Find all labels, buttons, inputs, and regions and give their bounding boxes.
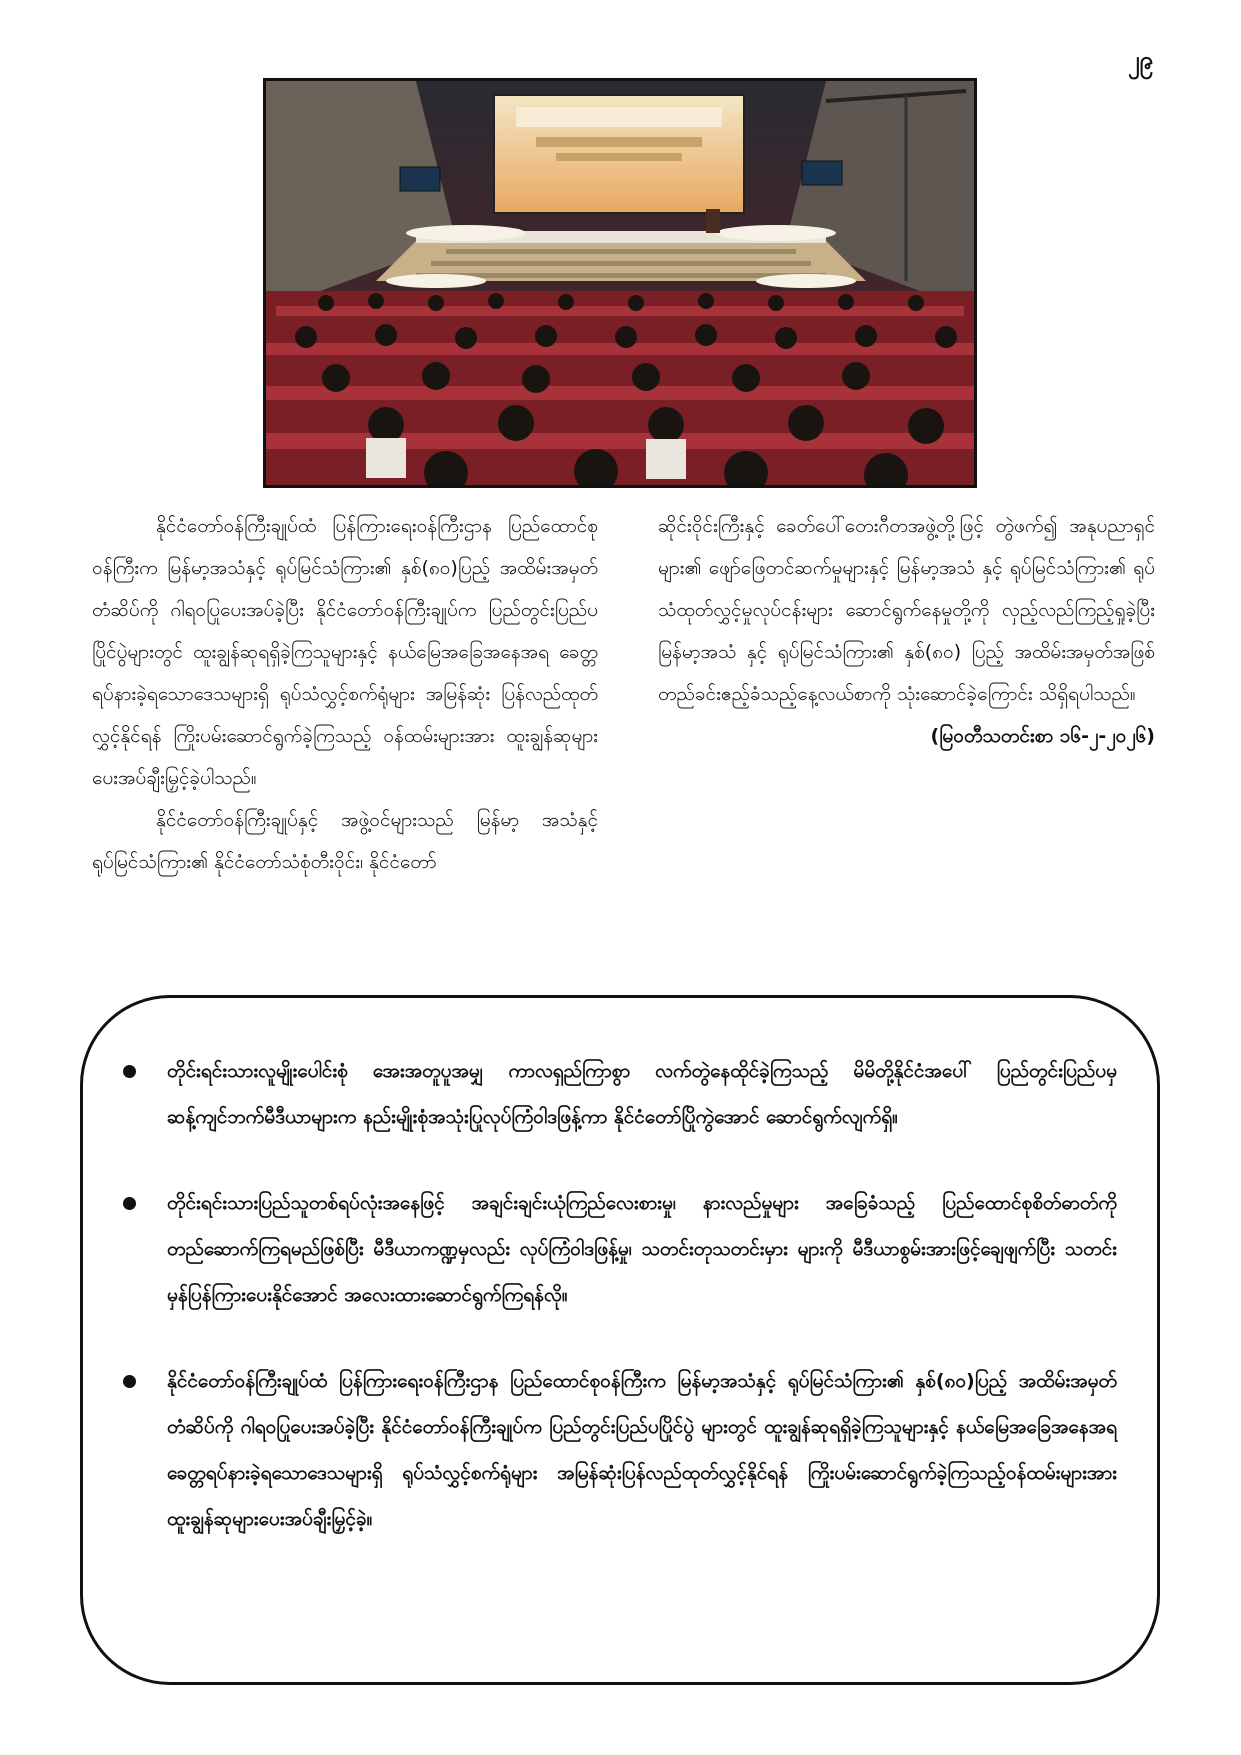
- bullet-dot-icon: [123, 1375, 136, 1388]
- bullet-text: နိုင်ငံတော်ဝန်ကြီးချုပ်ထံ ပြန်ကြားရေးဝန်ကြီးဌာန ပြည်ထောင်စုဝန်ကြီးက မြန်မာ့အသံနှင့် ရုပ်မြင်သံကြား၏ နှစ်(၈၀)ပြည့် အထိမ်းအမှတ်တံဆိပ်ကို ဂါရဝပြုပေးအပ်ခဲ့ပြီး နိုင်ငံတော်ဝန်ကြီးချုပ်က ပြည်တွင်းပြည်ပပြိုင်ပွဲ များတွင် ထူးချွန်ဆုရရှိခဲ့ကြသူများနှင့် နယ်မြေအခြေအနေအရ ခေတ္တရပ်နားခဲ့ရသောဒေသများရှိ ရုပ်သံလွှင့်စက်ရုံများ အမြန်ဆုံးပြန်လည်ထုတ်လွှင့်နိုင်ရန် ကြိုးပမ်းဆောင်ရွက်ခဲ့ကြသည့်ဝန်ထမ်းများအား ထူးချွန်ဆုများပေးအပ်ချီးမြှင့်ခဲ့။: [167, 1370, 1117, 1530]
- article-paragraph: နိုင်ငံတော်ဝန်ကြီးချုပ်ထံ ပြန်ကြားရေးဝန်ကြီးဌာန ပြည်ထောင်စုဝန်ကြီးက မြန်မာ့အသံနှင့် ရုပ်မြင်သံကြား၏ နှစ်(၈၀)ပြည့် အထိမ်းအမှတ်တံဆိပ်ကို ဂါရဝပြုပေးအပ်ခဲ့ပြီး နိုင်ငံတော်ဝန်ကြီးချုပ်က ပြည်တွင်းပြည်ပပြိုင်ပွဲများတွင် ထူးချွန်ဆုရရှိခဲ့ကြသူများနှင့် နယ်မြေအခြေအနေအရ ခေတ္တရပ်နားခဲ့ရသောဒေသများရှိ ရုပ်သံလွှင့်စက်ရုံများ အမြန်ဆုံး ပြန်လည်ထုတ်လွှင့်နိုင်ရန် ကြိုးပမ်းဆောင်ရွက်ခဲ့ကြသည့် ဝန်ထမ်းများအား ထူးချွန်ဆုများပေးအပ်ချီးမြှင့်ခဲ့ပါသည်။: [92, 515, 598, 789]
- article-right-column: [658, 505, 1155, 757]
- event-photo: [263, 78, 977, 488]
- summary-bullet-list: [83, 998, 1157, 1542]
- article-left-column: [92, 505, 598, 883]
- article-source: (မြဝတီသတင်းစာ ၁၆-၂-၂၀၂၆): [930, 725, 1155, 747]
- conference-hall-photo: [266, 81, 974, 485]
- article-paragraph: နိုင်ငံတော်ဝန်ကြီးချုပ်နှင့် အဖွဲ့ဝင်များသည် မြန်မာ့ အသံနှင့် ရုပ်မြင်သံကြား၏ နိုင်ငံတော်သံစုံတီးဝိုင်း၊ နိုင်ငံတော်: [92, 809, 598, 873]
- bullet-text: တိုင်းရင်းသားပြည်သူတစ်ရပ်လုံးအနေဖြင့် အချင်းချင်းယုံကြည်လေးစားမှု၊ နားလည်မှုများ အခြေခံသည့် ပြည်ထောင်စုစိတ်ဓာတ်ကိုတည်ဆောက်ကြရမည်ဖြစ်ပြီး မီဒီယာကဏ္ဍမှလည်း လုပ်ကြံဝါဒဖြန့်မှု၊ သတင်းတုသတင်းမှား များကို မီဒီယာစွမ်းအားဖြင့်ချေဖျက်ပြီး သတင်းမှန်ပြန်ကြားပေးနိုင်အောင် အလေးထားဆောင်ရွက်ကြရန်လို။: [167, 1192, 1117, 1306]
- summary-bullet: [123, 1048, 1117, 1140]
- article-paragraph: ဆိုင်းဝိုင်းကြီးနှင့် ခေတ်ပေါ်တေးဂီတအဖွဲ့တို့ဖြင့် တွဲဖက်၍ အနုပညာရှင်များ၏ ဖျော်ဖြေတင်ဆက်မှုများနှင့် မြန်မာ့အသံ နှင့် ရုပ်မြင်သံကြား၏ ရုပ်သံထုတ်လွှင့်မှုလုပ်ငန်းများ ဆောင်ရွက်နေမှုတို့ကို လှည့်လည်ကြည့်ရှုခဲ့ပြီး မြန်မာ့အသံ နှင့် ရုပ်မြင်သံကြား၏ နှစ်(၈၀) ပြည့် အထိမ်းအမှတ်အဖြစ် တည်ခင်းဧည့်ခံသည့်နေ့လယ်စာကို သုံးဆောင်ခဲ့ကြောင်း သိရှိရပါသည်။: [658, 515, 1155, 705]
- bullet-text: တိုင်းရင်းသားလူမျိုးပေါင်းစုံ အေးအတူပူအမျှ ကာလရှည်ကြာစွာ လက်တွဲနေထိုင်ခဲ့ကြသည့် မိမိတို့နိုင်ငံအပေါ် ပြည်တွင်းပြည်ပမှ ဆန့်ကျင်ဘက်မီဒီယာများက နည်းမျိုးစုံအသုံးပြုလုပ်ကြံဝါဒဖြန့်ကာ နိုင်ငံတော်ပြိုကွဲအောင် ဆောင်ရွက်လျက်ရှိ။: [167, 1060, 1117, 1128]
- summary-bullet: [123, 1358, 1117, 1542]
- bullet-dot-icon: [123, 1197, 136, 1210]
- page-number: ၂၉: [1127, 46, 1153, 74]
- summary-box: [80, 995, 1160, 1685]
- bullet-dot-icon: [123, 1065, 136, 1078]
- summary-bullet: [123, 1180, 1117, 1318]
